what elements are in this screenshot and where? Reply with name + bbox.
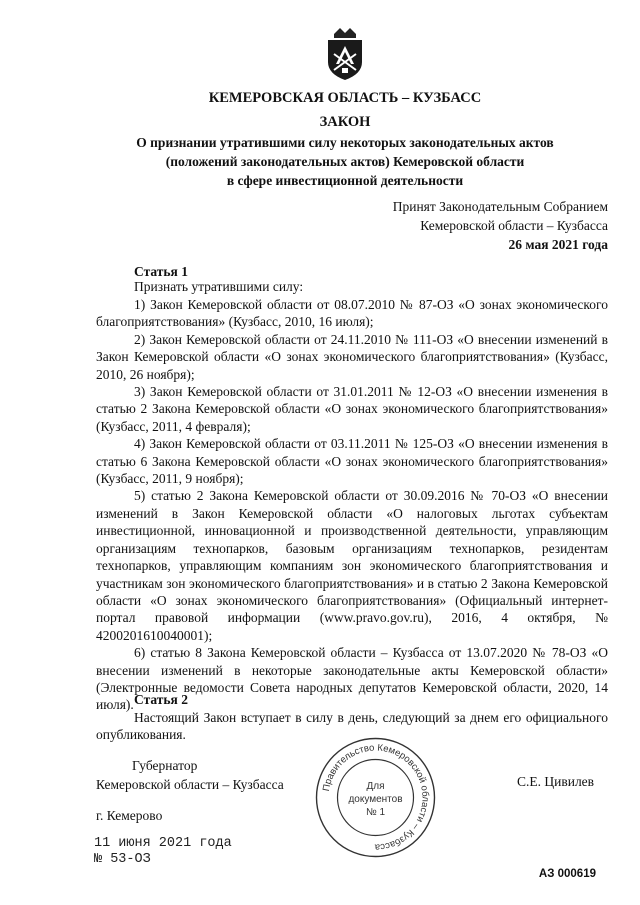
adoption-line: Принят Законодательным Собранием xyxy=(392,199,608,214)
list-item: 6) статью 8 Закона Кемеровской области – Кузбасса от 13.07.2020 № 78-ОЗ «О внесении изменений в некоторые законодательные акты Кемеровской области» (Электронные ведомости Совета народных депутатов Кемеровской области, 2020, 14 июля). xyxy=(96,645,608,713)
signatory-name: С.Е. Цивилев xyxy=(517,774,595,789)
article-1-items xyxy=(96,296,608,714)
document-type: ЗАКОН xyxy=(319,114,371,130)
signatory-title xyxy=(96,756,284,794)
signing-date: 11 июня 2021 года xyxy=(94,836,232,851)
law-title-line: О признании утратившими силу некоторых законодательных актов xyxy=(136,135,554,150)
list-item: 2) Закон Кемеровской области от 24.11.2010 № 111-ОЗ «О внесении изменений в Закон Кемеровской области «О зонах экономического благоприятствования» (Кузбасс, 2010, 26 ноября); xyxy=(96,331,608,382)
signatory-position: Губернатор xyxy=(132,758,198,773)
stamp-line: Для xyxy=(366,781,385,792)
stamp-line: № 1 xyxy=(365,807,386,818)
law-title xyxy=(0,133,640,190)
article-1-intro: Признать утратившими силу: xyxy=(134,279,304,294)
stamp-ring-text: Правительство Кемеровской области – Кузбасса xyxy=(320,742,431,853)
adoption-line: Кемеровской области – Кузбасса xyxy=(420,218,608,233)
article-2-heading: Статья 2 xyxy=(134,692,188,707)
region-name: КЕМЕРОВСКАЯ ОБЛАСТЬ – КУЗБАСС xyxy=(208,90,482,106)
stamp-line: документов xyxy=(348,794,403,805)
serial-number: АЗ 000619 xyxy=(538,868,596,880)
article-1-heading: Статья 1 xyxy=(134,264,188,279)
list-item: 5) статью 2 Закона Кемеровской области от 30.09.2016 № 70-ОЗ «О внесении изменений в Закон Кемеровской области «О налоговых льготах субъектам инвестиционной, инновационной и производственной деятельности, управляющим организациям технопарков, базовым организациям технопарков, резидентам технопарков, управляющим компаниям зон экономического благоприятствования и участникам зон экономического благоприятствования» и в статью 2 Закона Кемеровской области «О зонах экономического благоприятствования» (Официальный интернет-портал правовой информации (www.pravo.gov.ru), 2016, 4 октября, № 4200201610040001); xyxy=(96,488,608,643)
official-stamp xyxy=(313,735,438,860)
adoption-date: 26 мая 2021 года xyxy=(508,237,608,252)
list-item: 3) Закон Кемеровской области от 31.01.2011 № 12-ОЗ «О внесении изменения в статью 2 Закона Кемеровской области «О зонах экономического благоприятствования» (Кузбасс, 2011, 4 февраля); xyxy=(96,384,608,434)
article-2-text: Настоящий Закон вступает в силу в день, следующий за днем его официального опубликования. xyxy=(96,710,608,743)
signing-city: г. Кемерово xyxy=(96,808,163,823)
list-item: 1) Закон Кемеровской области от 08.07.2010 № 87-ОЗ «О зонах экономического благоприятствования» (Кузбасс, 2010, 16 июля); xyxy=(96,297,608,330)
coat-of-arms-icon xyxy=(322,24,368,82)
list-item: 4) Закон Кемеровской области от 03.11.2011 № 125-ОЗ «О внесении изменения в статью 6 Закона Кемеровской области «О зонах экономического благоприятствования» (Кузбасс, 2011, 9 ноября); xyxy=(96,436,608,487)
adoption-block xyxy=(393,197,608,254)
law-title-line: (положений законодательных актов) Кемеровской области xyxy=(165,154,525,169)
signatory-region: Кемеровской области – Кузбасса xyxy=(96,777,284,792)
law-number: № 53-ОЗ xyxy=(94,852,151,867)
law-title-line: в сфере инвестиционной деятельности xyxy=(226,173,464,188)
